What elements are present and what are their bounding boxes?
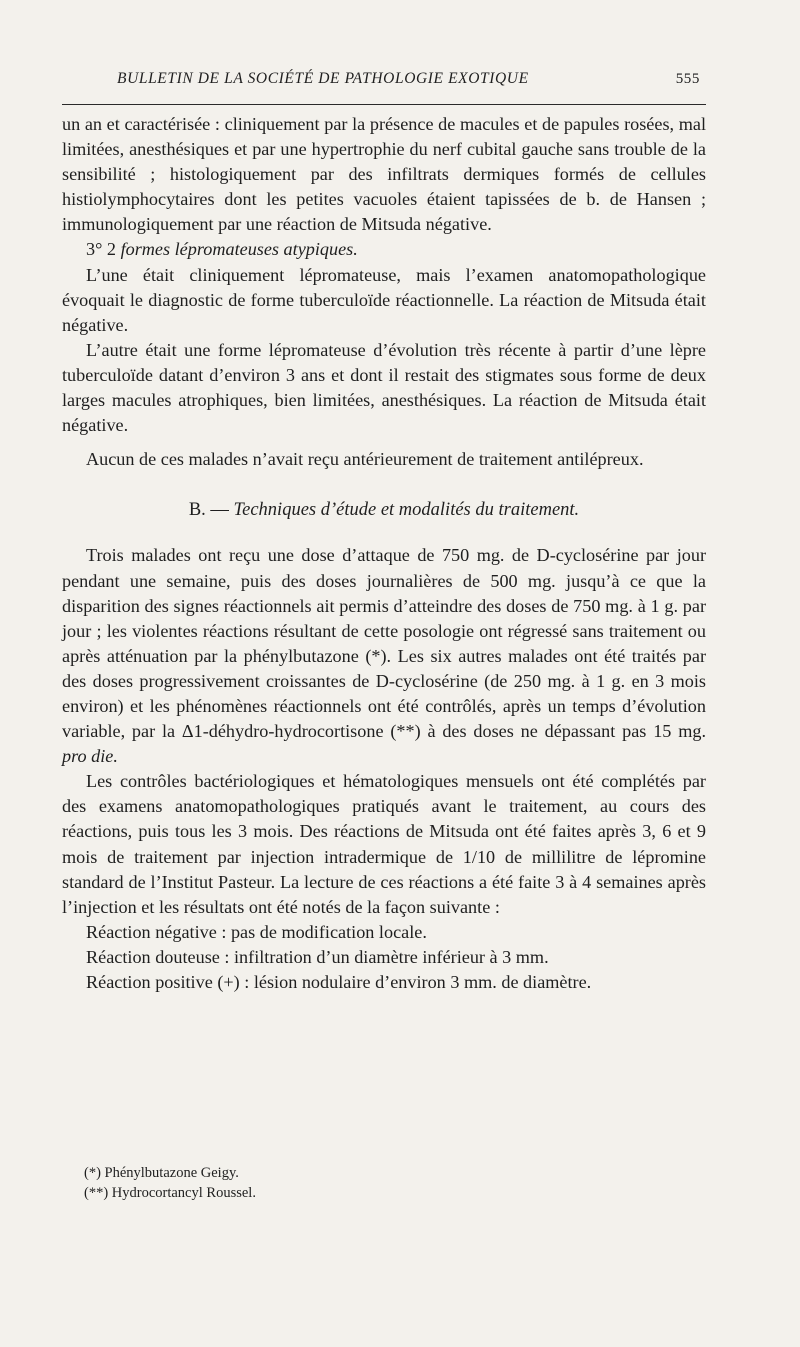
- header-rule: [62, 104, 706, 105]
- paragraph-5: Aucun de ces malades n’avait reçu antérieurement de traitement antilépreux.: [86, 449, 644, 470]
- paragraph-6: [62, 543, 706, 769]
- paragraph-4: L’autre était une forme lépromateuse d’évolution très récente à partir d’une lèpre tuberculoïde datant d’environ 3 ans et dont il restait des stigmates sous forme de deux larges macules atrophiques, bien limitées, anesthésiques. La réaction de Mitsuda était négative.: [62, 339, 706, 436]
- footnotes: [84, 1163, 704, 1203]
- paragraph-2-prefix: 3° 2: [86, 239, 121, 260]
- section-title: Techniques d’étude et modalités du traitement.: [233, 500, 580, 521]
- paragraph-6-italic: pro die.: [62, 746, 118, 767]
- paragraph-2: [62, 237, 706, 262]
- section-heading: [62, 498, 706, 523]
- section-label: B. —: [188, 500, 234, 521]
- footnote-2: (**) Hydrocortancyl Roussel.: [84, 1185, 256, 1201]
- paragraph-8: Réaction négative : pas de modification locale.: [86, 921, 427, 942]
- body-text: [62, 112, 706, 995]
- paragraph-6-text: Trois malades ont reçu une dose d’attaque de 750 mg. de D-cyclosérine par jour pendant une semaine, puis des doses journalières de 500 mg. jusqu’à ce que la disparition des signes réactionnels ait permis d’atteindre des doses de 750 mg. à 1 g. par jour ; les violentes réactions résultant de cette posologie ont régressé sans traitement ou après atténuation par la phénylbutazone (*). Les six autres malades ont été traités par des doses progressivement croissantes de D-cyclosérine (de 250 mg. à 1 g. en 3 mois environ) et les phénomènes réactionnels ont été contrôlés, après un temps d’évolution variable, par la Δ1-déhydro-hydrocortisone (**) à des doses ne dépassant pas 15 mg.: [62, 545, 706, 742]
- footnote-1: (*) Phénylbutazone Geigy.: [84, 1165, 239, 1181]
- page-number: 555: [675, 71, 700, 87]
- paragraph-10: Réaction positive (+) : lésion nodulaire d’environ 3 mm. de diamètre.: [86, 972, 592, 992]
- paragraph-9: Réaction douteuse : infiltration d’un diamètre inférieur à 3 mm.: [86, 946, 549, 967]
- paragraph-2-italic: formes lépromateuses atypiques.: [120, 239, 358, 260]
- paragraph-1: un an et caractérisée : cliniquement par la présence de macules et de papules rosées, mal limitées, anesthésiques et par une hypertrophie du nerf cubital gauche sans trouble de la sensibilité ; histologiquement par des infiltrats dermiques formés de cellules histiolymphocytaires dont les petites vacuoles étaient tapissées de b. de Hansen ; immunologiquement par une réaction de Mitsuda négative.: [62, 114, 706, 235]
- paragraph-3: L’une était cliniquement lépromateuse, mais l’examen anatomopathologique évoquait le diagnostic de forme tuberculoïde réactionnelle. La réaction de Mitsuda était négative.: [62, 264, 706, 335]
- journal-title: BULLETIN DE LA SOCIÉTÉ DE PATHOLOGIE EXOTIQUE: [117, 70, 529, 87]
- paragraph-7: Les contrôles bactériologiques et hématologiques mensuels ont été complétés par des examens anatomopathologiques pratiqués avant le traitement, au cours des réactions, puis tous les 3 mois. Des réactions de Mitsuda ont été faites après 3, 6 et 9 mois de traitement par injection intradermique de 1/10 de millilitre de lépromine standard de l’Institut Pasteur. La lecture de ces réactions a été faite 3 à 4 semaines après l’injection et les résultats ont été notés de la façon suivante :: [62, 771, 706, 917]
